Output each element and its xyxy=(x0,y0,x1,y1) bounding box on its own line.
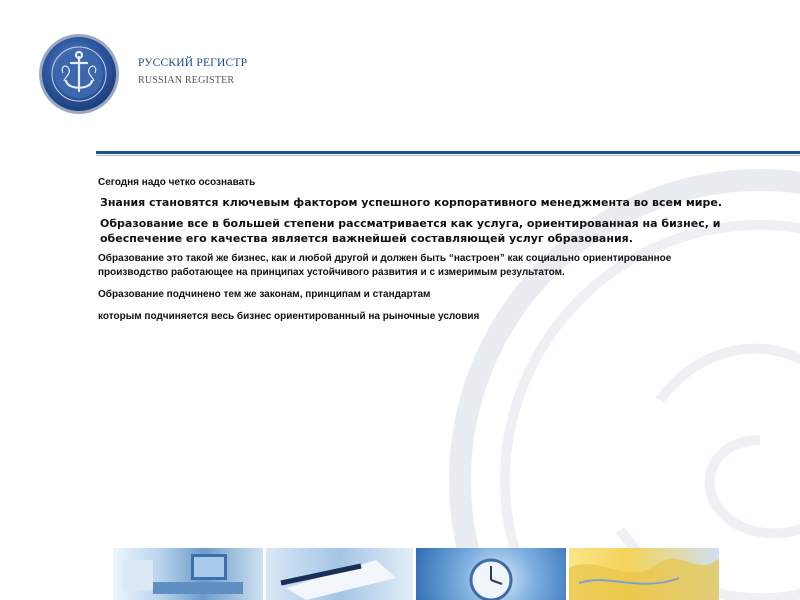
photo-pen-envelope xyxy=(266,548,413,600)
photo-strip xyxy=(113,548,723,600)
pen-icon xyxy=(266,548,413,600)
computer-icon xyxy=(113,548,263,600)
photo-computer xyxy=(113,548,263,600)
paragraph-education-business-line1: Образование это такой же бизнес, как и любой другой и должен быть “настроен” как социально ориентированное xyxy=(98,253,672,264)
paragraph-education-laws: Образование подчинено тем же законам, принципам и стандартам xyxy=(98,289,431,300)
photo-stopwatch xyxy=(416,548,566,600)
header-divider-thin xyxy=(96,155,800,156)
paragraph-market: которым подчиняется весь бизнес ориентированный на рыночные условия xyxy=(98,311,480,322)
anchor-seal-icon xyxy=(38,33,120,115)
paragraph-education-service-line1: Образование все в большей степени рассматривается как услуга, ориентированная на бизнес, и xyxy=(100,217,721,230)
paragraph-intro: Сегодня надо четко осознавать xyxy=(98,177,256,188)
paragraph-education-business-line2: производство работающее на принципах устойчивого развития и с измеримым результатом. xyxy=(98,267,565,278)
paragraph-knowledge: Знания становятся ключевым фактором успешного корпоративного менеджмента во всем мире. xyxy=(100,196,723,209)
brand-name-ru: РУССКИЙ РЕГИСТР xyxy=(138,57,248,69)
photo-map xyxy=(569,548,719,600)
map-icon xyxy=(569,548,719,600)
paragraph-education-service-line2: обеспечение его качества является важнейшей составляющей услуг образования. xyxy=(100,232,633,245)
stopwatch-icon xyxy=(416,548,566,600)
brand-name-en: RUSSIAN REGISTER xyxy=(138,75,235,86)
header-divider xyxy=(96,151,800,154)
